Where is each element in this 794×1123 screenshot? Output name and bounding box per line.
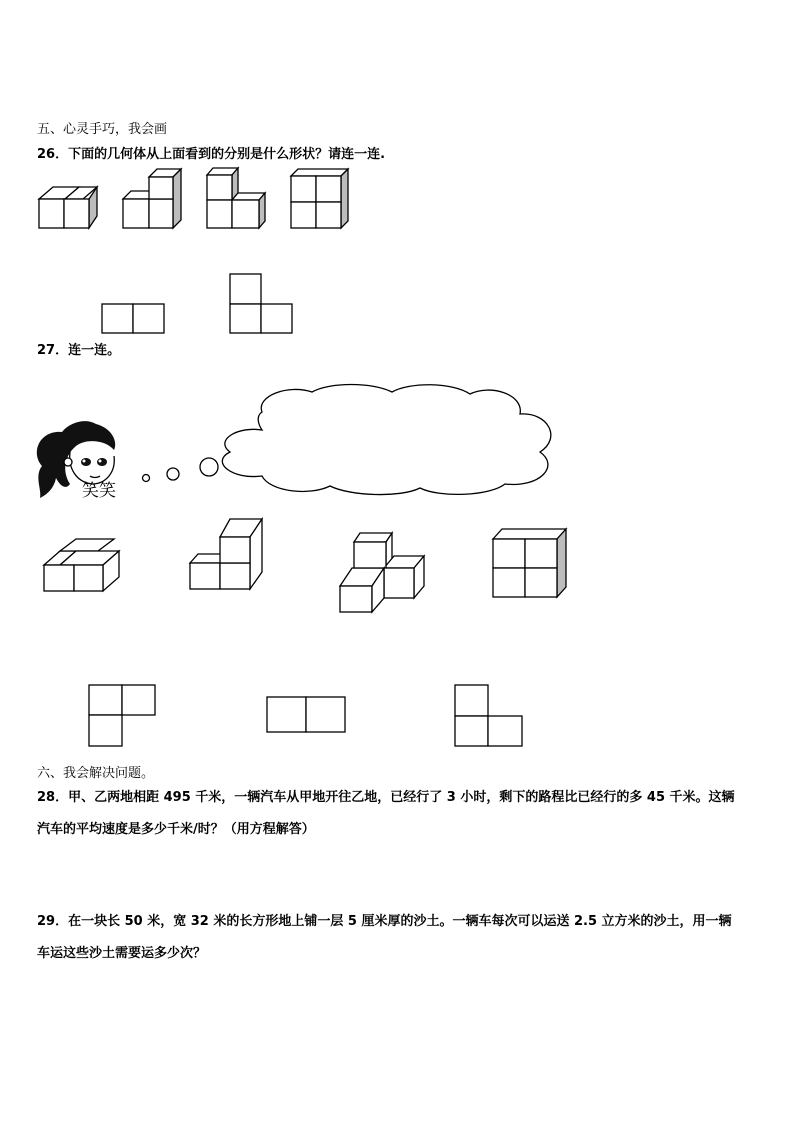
q26-solid-3 (207, 168, 265, 228)
question-29-line-2: 车运这些沙土需要运多少次？ (37, 946, 207, 961)
q27-solid-3 (340, 533, 424, 612)
q27-solid-1 (44, 539, 119, 591)
q26-solid-4 (291, 169, 348, 228)
question-28-line-2: 汽车的平均速度是多少千米/时？（用方程解答） (37, 822, 315, 837)
girl-character-illustration (37, 421, 116, 501)
character-name: 笑笑 (82, 481, 116, 501)
speech-bubble (143, 385, 551, 495)
q26-solid-1 (39, 187, 97, 228)
q27-top-view-3 (455, 685, 522, 746)
section-6-heading: 六、我会解决问题。 (37, 766, 155, 781)
q27-solid-4 (493, 529, 566, 597)
section-5-heading: 五、心灵手巧，我会画 (37, 122, 168, 137)
q26-top-view-1 (102, 304, 164, 333)
q27-solid-2 (190, 519, 262, 589)
q27-top-view-2 (267, 697, 345, 732)
question-26: 26．下面的几何体从上面看到的分别是什么形状？请连一连. (37, 147, 386, 162)
q26-solid-2 (123, 169, 181, 228)
question-27: 27．连一连。 (37, 343, 121, 358)
question-29-line-1: 29．在一块长 50 米，宽 32 米的长方形地上铺一层 5 厘米厚的沙土。一辆车每次可以运送 2.5 立方米的沙土，用一辆 (37, 914, 732, 929)
q26-top-view-2 (230, 274, 292, 333)
q27-top-view-1 (89, 685, 155, 746)
question-28-line-1: 28．甲、乙两地相距 495 千米，一辆汽车从甲地开往乙地，已经行了 3 小时，剩下的路程比已经行的多 45 千米。这辆 (37, 790, 735, 805)
